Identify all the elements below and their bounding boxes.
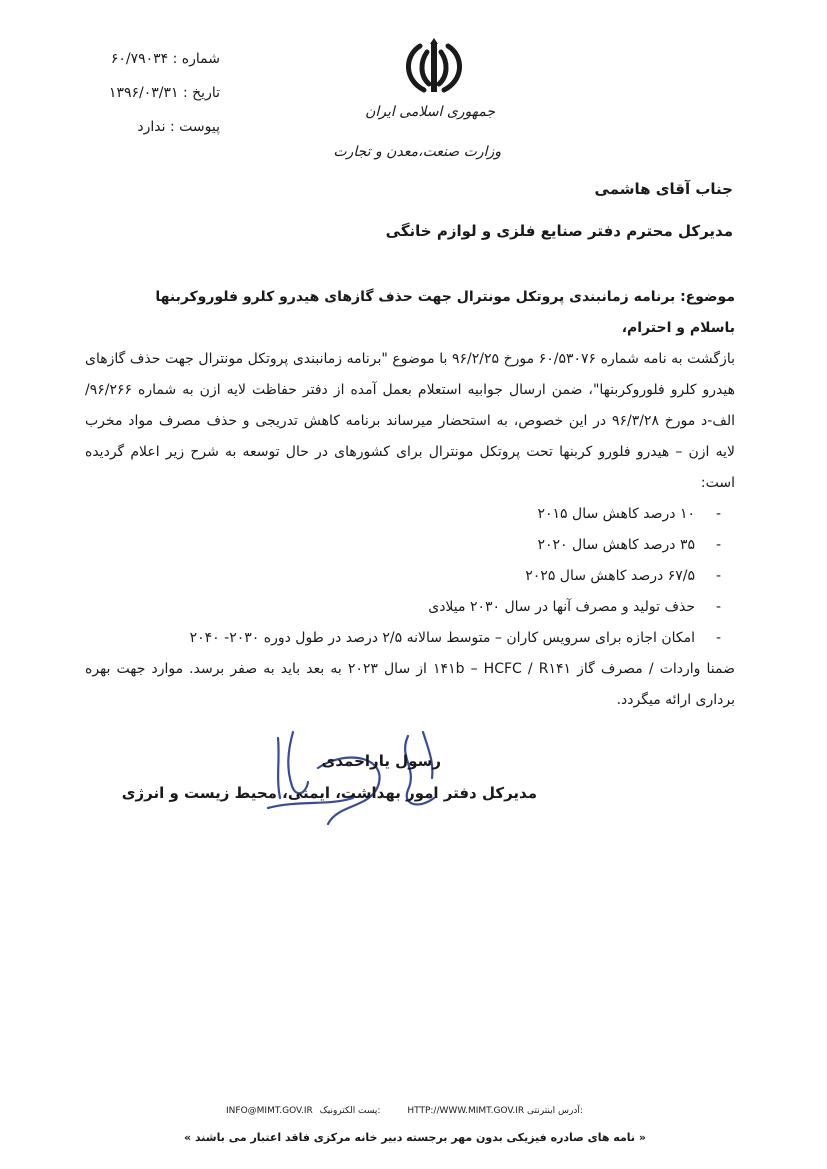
footer-website: HTTP://WWW.MIMT.GOV.IR bbox=[407, 1106, 525, 1116]
list-item bbox=[85, 499, 735, 530]
letter-number-value: ۶۰/۷۹۰۳۴ bbox=[110, 51, 169, 67]
list-item-text: حذف تولید و مصرف آنها در سال ۲۰۳۰ میلادی bbox=[428, 599, 695, 615]
letter-number-label: شماره : bbox=[172, 51, 220, 67]
signatory-name: رسول یاراحمدی bbox=[321, 752, 441, 770]
ministry-name: وزارت صنعت،معدن و تجارت bbox=[333, 144, 501, 160]
list-dash: - bbox=[715, 537, 721, 553]
letter-date-value: ۱۳۹۶/۰۳/۳۱ bbox=[108, 85, 179, 101]
footer-website-label: آدرس اینترنتی: bbox=[527, 1106, 583, 1116]
list-item-text: ۱۰ درصد کاهش سال ۲۰۱۵ bbox=[537, 506, 695, 522]
addressee-position: مدیرکل محترم دفتر صنایع فلزی و لوازم خانگی bbox=[385, 222, 733, 240]
letter-attachment-value: ندارد bbox=[137, 119, 166, 135]
signatory-title: مدیرکل دفتر امور بهداشت، ایمنی، محیط زیست و انرژی bbox=[121, 784, 537, 802]
iran-emblem-icon bbox=[398, 38, 470, 98]
footer-contact bbox=[226, 1106, 596, 1116]
list-dash: - bbox=[715, 506, 721, 522]
list-item-text: امکان اجازه برای سرویس کاران – متوسط سالانه ۲/۵ درصد در طول دوره ۲۰۳۰- ۲۰۴۰ bbox=[189, 630, 695, 646]
list-item-text: ۳۵ درصد کاهش سال ۲۰۲۰ bbox=[537, 537, 695, 553]
signature-scribble-icon bbox=[258, 728, 448, 838]
reduction-schedule-list bbox=[85, 499, 735, 654]
list-dash: - bbox=[715, 568, 721, 584]
letter-number-row bbox=[60, 42, 220, 76]
list-dash: - bbox=[715, 630, 721, 646]
list-item-text: ۶۷/۵ درصد کاهش سال ۲۰۲۵ bbox=[525, 568, 695, 584]
list-item bbox=[85, 623, 735, 654]
footer-notice: « نامه های صادره فیزیکی بدون مهر برجسته دبیر خانه مرکزی فاقد اعتبار می باشند » bbox=[184, 1131, 646, 1144]
footer-email: INFO@MIMT.GOV.IR bbox=[226, 1106, 313, 1116]
letter-attachment-row bbox=[60, 110, 220, 144]
letter-meta bbox=[60, 42, 220, 144]
state-name: جمهوری اسلامی ایران bbox=[365, 104, 495, 120]
list-item bbox=[85, 592, 735, 623]
letter-attachment-label: پیوست : bbox=[170, 119, 220, 135]
letter-date-label: تاریخ : bbox=[182, 85, 220, 101]
addressee-name: جناب آقای هاشمی bbox=[594, 180, 733, 198]
list-item bbox=[85, 530, 735, 561]
list-item bbox=[85, 561, 735, 592]
footer-email-label: پست الکترونیک: bbox=[319, 1106, 381, 1116]
letter-subject: موضوع: برنامه زمانبندی پروتکل مونترال جهت حذف گازهای هیدرو کلرو فلوروکربنها bbox=[155, 289, 735, 305]
list-dash: - bbox=[715, 599, 721, 615]
letter-date-row bbox=[60, 76, 220, 110]
letter-paragraph: بازگشت به نامه شماره ۶۰/۵۳۰۷۶ مورخ ۹۶/۲/۲۵ با موضوع "برنامه زمانبندی پروتکل مونترال جهت حذف گازهای هیدرو کلرو فلوروکربنها"، ضمن ارسال جوابیه استعلام بعمل آمده از دفتر حفاظت لایه ازن به شماره ۹۶/۲۶۶/الف-د مورخ ۹۶/۳/۲۸ در این خصوص، به استحضار میرساند برنامه کاهش تدریجی و حذف مصرف مواد مخرب لایه ازن – هیدرو فلورو کربنها تحت پروتکل مونترال برای کشورهای در حال توسعه به شرح زیر اعلام گردیده است: bbox=[85, 351, 735, 491]
letter-closing: ضمنا واردات / مصرف گاز ۱۴۱b – HCFC / R۱۴۱ از سال ۲۰۲۳ به بعد باید به صفر برسد. موارد جهت بهره برداری ارائه میگردد. bbox=[85, 661, 735, 708]
letter-body bbox=[85, 282, 735, 716]
letter-greeting: باسلام و احترام، bbox=[621, 320, 735, 336]
